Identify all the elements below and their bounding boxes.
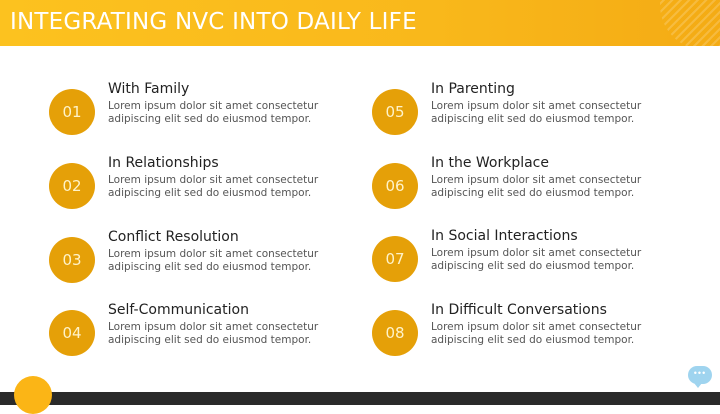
number-badge: 03 [49,237,95,283]
chat-dots-icon: ••• [693,368,707,378]
list-item [372,302,672,356]
item-title: Self-Communication [108,302,249,318]
item-description-line: adipiscing elit sed do eiusmod tempor. [108,334,312,346]
item-title: In Difficult Conversations [431,302,607,318]
list-item [49,155,349,209]
list-item [372,155,672,209]
item-description-line: adipiscing elit sed do eiusmod tempor. [108,113,312,125]
item-title: In the Workplace [431,155,549,171]
number-badge: 06 [372,163,418,209]
item-description-line: adipiscing elit sed do eiusmod tempor. [431,260,635,272]
page-title: INTEGRATING NVC INTO DAILY LIFE [10,9,417,35]
list-item [49,302,349,356]
header-bar [0,0,720,46]
number-badge: 04 [49,310,95,356]
item-title: In Relationships [108,155,219,171]
item-description [108,100,318,126]
item-description [431,247,641,273]
item-title: Conflict Resolution [108,229,239,245]
footer-bar [0,392,720,405]
item-description [108,174,318,200]
item-description [108,248,318,274]
number-badge: 07 [372,236,418,282]
list-item [49,229,349,283]
list-item [49,81,349,135]
item-description-line: Lorem ipsum dolor sit amet consectetur [108,248,319,260]
item-description-line: adipiscing elit sed do eiusmod tempor. [431,187,635,199]
number-badge: 01 [49,89,95,135]
chat-bubble-icon[interactable] [688,366,712,384]
item-description-line: Lorem ipsum dolor sit amet consectetur [431,247,642,259]
item-description [431,174,641,200]
item-description [431,100,641,126]
item-title: With Family [108,81,190,97]
item-description-line: Lorem ipsum dolor sit amet consectetur [108,100,319,112]
item-title: In Social Interactions [431,228,578,244]
item-description [108,321,318,347]
footer-decoration-circle [14,376,52,414]
number-badge: 05 [372,89,418,135]
item-description-line: adipiscing elit sed do eiusmod tempor. [108,261,312,273]
item-description [431,321,641,347]
number-badge: 08 [372,310,418,356]
item-description-line: Lorem ipsum dolor sit amet consectetur [431,174,642,186]
item-description-line: Lorem ipsum dolor sit amet consectetur [108,174,319,186]
item-description-line: Lorem ipsum dolor sit amet consectetur [431,100,642,112]
list-item [372,81,672,135]
item-description-line: adipiscing elit sed do eiusmod tempor. [108,187,312,199]
item-title: In Parenting [431,81,515,97]
list-item [372,228,672,282]
item-description-line: adipiscing elit sed do eiusmod tempor. [431,113,635,125]
item-description-line: Lorem ipsum dolor sit amet consectetur [108,321,319,333]
item-description-line: adipiscing elit sed do eiusmod tempor. [431,334,635,346]
header-decoration [660,0,720,46]
number-badge: 02 [49,163,95,209]
item-description-line: Lorem ipsum dolor sit amet consectetur [431,321,642,333]
